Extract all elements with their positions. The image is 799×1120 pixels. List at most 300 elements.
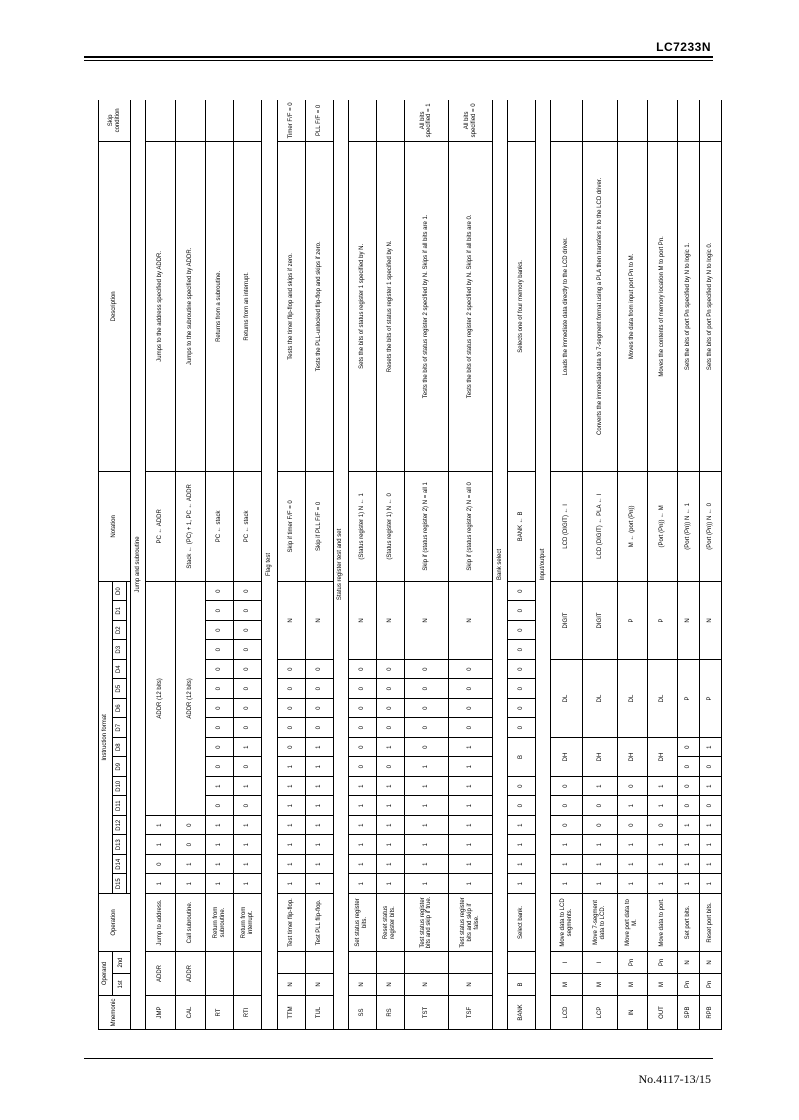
- bit-cell: 0: [508, 776, 536, 796]
- operand-2nd-cell: [508, 951, 536, 973]
- operand-2nd-cell: I: [551, 951, 583, 973]
- bit-cell: 0: [376, 679, 404, 699]
- mnemonic-cell: LCP: [583, 996, 617, 1030]
- header-bit: D5: [113, 679, 127, 699]
- operation-cell: Move data to port.: [647, 893, 677, 951]
- bit-cell: 1: [508, 854, 536, 874]
- operation-cell: Jump to address.: [146, 893, 176, 951]
- operation-cell: Reset port bits.: [699, 893, 721, 951]
- bit-cell: 1: [348, 835, 376, 855]
- instruction-table: [98, 100, 722, 1030]
- operand-1st-cell: Pn: [677, 974, 699, 996]
- bit-cell: 1: [449, 854, 493, 874]
- bit-cell: 0: [699, 796, 721, 816]
- bit-cell: 0: [348, 659, 376, 679]
- bit-cell: 0: [376, 757, 404, 777]
- description-cell: Selects one of four memory banks.: [508, 141, 536, 471]
- header-bit: D11: [113, 796, 127, 816]
- table-row: [617, 100, 647, 1030]
- bit-cell: 1: [583, 854, 617, 874]
- addr-field-cell: ADDR (12 bits): [176, 581, 206, 815]
- bit-cell: 1: [146, 815, 176, 835]
- bit-cell: 1: [348, 815, 376, 835]
- skip-cell: Timer F/F = 0: [277, 100, 305, 141]
- mnemonic-cell: LCD: [551, 996, 583, 1030]
- bit-cell: 1: [449, 796, 493, 816]
- operation-cell: Select bank.: [508, 893, 536, 951]
- bit-cell: 1: [449, 815, 493, 835]
- bit-cell: 1: [277, 776, 305, 796]
- bit-cell: 1: [376, 776, 404, 796]
- operation-cell: Return from subroutine.: [206, 893, 234, 951]
- bit-cell: 0: [277, 679, 305, 699]
- bit-cell: 1: [508, 874, 536, 894]
- bit-cell: 0: [508, 581, 536, 601]
- bit-cell: 1: [677, 854, 699, 874]
- bit-cell: 1: [305, 874, 333, 894]
- bit-cell: 1: [449, 737, 493, 757]
- bit-cell: 1: [376, 854, 404, 874]
- notation-cell: PC ← stack: [206, 471, 234, 581]
- bit-cell: 1: [404, 776, 448, 796]
- n-field-cell: N: [677, 581, 699, 659]
- bit-cell: 0: [206, 620, 234, 640]
- bit-cell: 1: [348, 874, 376, 894]
- rotated-table-container: [98, 100, 722, 1030]
- description-cell: Moves the contents of memory location M to port Pn.: [647, 141, 677, 471]
- header-description: Description: [99, 141, 131, 471]
- bit-cell: 1: [277, 874, 305, 894]
- bit-cell: 0: [206, 796, 234, 816]
- bit-cell: 1: [449, 835, 493, 855]
- bit-cell: 1: [617, 835, 647, 855]
- skip-cell: All bits specified = 0: [449, 100, 493, 141]
- bit-cell: 1: [699, 776, 721, 796]
- mnemonic-cell: RPB: [699, 996, 721, 1030]
- dh-field-cell: DH: [647, 737, 677, 776]
- skip-cell: [551, 100, 583, 141]
- operand-cell: ADDR: [176, 951, 206, 995]
- section-flag: Flag test: [262, 100, 277, 1030]
- bit-cell: 0: [206, 581, 234, 601]
- bit-cell: 0: [617, 815, 647, 835]
- bit-cell: 1: [234, 776, 262, 796]
- skip-cell: [617, 100, 647, 141]
- mnemonic-cell: BANK: [508, 996, 536, 1030]
- bit-cell: 1: [617, 796, 647, 816]
- operand-1st-cell: M: [551, 974, 583, 996]
- n-field-cell: N: [376, 581, 404, 659]
- bit-cell: 0: [348, 757, 376, 777]
- n-field-cell: N: [348, 581, 376, 659]
- mnemonic-cell: RS: [376, 996, 404, 1030]
- bit-cell: 0: [206, 640, 234, 660]
- description-cell: Tests the bits of status register 2 specified by N. Skips if all bits are 0.: [449, 141, 493, 471]
- table-row: [206, 100, 234, 1030]
- skip-cell: PLL F/F = 0: [305, 100, 333, 141]
- operand-1st-cell: N: [348, 974, 376, 996]
- bit-cell: 1: [176, 874, 206, 894]
- bit-cell: 1: [206, 874, 234, 894]
- n-field-cell: N: [449, 581, 493, 659]
- bit-cell: 1: [305, 815, 333, 835]
- bit-cell: 0: [699, 757, 721, 777]
- header-bit: D13: [113, 835, 127, 855]
- table-row: [234, 100, 262, 1030]
- bit-cell: 0: [583, 815, 617, 835]
- table-row: [176, 100, 206, 1030]
- bit-cell: 1: [206, 815, 234, 835]
- bit-cell: 0: [206, 737, 234, 757]
- description-cell: Returns from a subroutine.: [206, 141, 234, 471]
- notation-cell: PC ← ADDR: [146, 471, 176, 581]
- skip-cell: [348, 100, 376, 141]
- mnemonic-cell: RTI: [234, 996, 262, 1030]
- bit-cell: 1: [234, 737, 262, 757]
- header-operand-1st: 1st: [113, 974, 131, 996]
- bit-cell: 1: [677, 874, 699, 894]
- bit-cell: 0: [449, 718, 493, 738]
- n-field-cell: N: [699, 581, 721, 659]
- header-bit: D9: [113, 757, 127, 777]
- operand-2nd-cell: [449, 951, 493, 973]
- bit-cell: 1: [305, 796, 333, 816]
- operation-cell: Test status register bits and skip if false.: [449, 893, 493, 951]
- header-bit: D10: [113, 776, 127, 796]
- description-cell: Loads the immediate data directly to the LCD driver.: [551, 141, 583, 471]
- bit-cell: 0: [508, 718, 536, 738]
- bit-cell: 1: [404, 854, 448, 874]
- bit-cell: 0: [234, 581, 262, 601]
- bit-cell: 1: [277, 854, 305, 874]
- n-field-cell: N: [305, 581, 333, 659]
- operand-2nd-cell: N: [677, 951, 699, 973]
- dh-field-cell: DH: [617, 737, 647, 776]
- bit-cell: 0: [376, 659, 404, 679]
- header-mnemonic: Mnemonic: [99, 996, 131, 1030]
- operand-cell: [206, 951, 234, 995]
- bit-cell: 1: [449, 874, 493, 894]
- operand-1st-cell: N: [305, 974, 333, 996]
- table-row: [305, 100, 333, 1030]
- header-bit: D15: [113, 874, 127, 894]
- header-bit: D2: [113, 620, 127, 640]
- bit-cell: 0: [176, 835, 206, 855]
- operand-1st-cell: N: [404, 974, 448, 996]
- bit-cell: 0: [305, 659, 333, 679]
- operation-cell: Reset status register bits.: [376, 893, 404, 951]
- header-bit: D4: [113, 659, 127, 679]
- bit-cell: 1: [277, 835, 305, 855]
- section-jump: Jump and subroutine: [131, 100, 146, 1030]
- description-cell: Tests the PLL-unlocked flip-flop and skips if zero.: [305, 141, 333, 471]
- header-operand-2nd: 2nd: [113, 951, 131, 973]
- mnemonic-cell: TTM: [277, 996, 305, 1030]
- header-operation: Operation: [99, 893, 131, 951]
- bit-cell: 0: [508, 601, 536, 621]
- skip-cell: [206, 100, 234, 141]
- bit-cell: 1: [551, 854, 583, 874]
- header-bit: D7: [113, 718, 127, 738]
- bit-cell: 1: [305, 854, 333, 874]
- operand-2nd-cell: I: [583, 951, 617, 973]
- skip-cell: [234, 100, 262, 141]
- notation-cell: Skip if timer F/F = 0: [277, 471, 305, 581]
- notation-cell: (Port (Pn)) ← M: [647, 471, 677, 581]
- operation-cell: Move 7-segment data to LCD.: [583, 893, 617, 951]
- description-cell: Converts the immediate data to 7-segment format using a PLA then transfers it to the LCD driver.: [583, 141, 617, 471]
- header-bit: D1: [113, 601, 127, 621]
- table-row: [699, 100, 721, 1030]
- operand-2nd-cell: [305, 951, 333, 973]
- footer-rule: [84, 1058, 713, 1059]
- bit-cell: 0: [305, 718, 333, 738]
- operation-cell: Test status register bits and skip if true.: [404, 893, 448, 951]
- bit-cell: 1: [348, 854, 376, 874]
- bit-cell: 1: [277, 815, 305, 835]
- bit-cell: 0: [508, 640, 536, 660]
- skip-cell: All bits specified = 1: [404, 100, 448, 141]
- header-notation: Notation: [99, 471, 131, 581]
- operand-2nd-cell: Pn: [647, 951, 677, 973]
- bit-cell: 0: [348, 679, 376, 699]
- digit-field-cell: DIGIT: [583, 581, 617, 659]
- skip-cell: [176, 100, 206, 141]
- dl-field-cell: DL: [583, 659, 617, 737]
- notation-cell: Skip if PLL F/F = 0: [305, 471, 333, 581]
- skip-cell: [376, 100, 404, 141]
- bit-cell: 0: [234, 718, 262, 738]
- operand-2nd-cell: [277, 951, 305, 973]
- header-bit: D0: [113, 581, 127, 601]
- description-cell: Resets the bits of status register 1 specified by N.: [376, 141, 404, 471]
- bit-cell: 0: [677, 776, 699, 796]
- bit-cell: 1: [404, 815, 448, 835]
- header-rule: [84, 56, 713, 58]
- description-cell: Sets the bits of port Pn specified by N to logic 1.: [677, 141, 699, 471]
- header-operand: Operand: [99, 951, 113, 995]
- table-row: [677, 100, 699, 1030]
- dh-field-cell: DH: [551, 737, 583, 776]
- bit-cell: 1: [617, 854, 647, 874]
- notation-cell: LCD (DIGIT) ← I: [551, 471, 583, 581]
- bit-cell: 1: [376, 737, 404, 757]
- section-status: Status register test and set: [333, 100, 348, 1030]
- table-row: [583, 100, 617, 1030]
- operation-cell: Move data to LCD segments.: [551, 893, 583, 951]
- bit-cell: 0: [234, 659, 262, 679]
- n-field-cell: N: [404, 581, 448, 659]
- notation-cell: (Port (Pn)) N ← 0: [699, 471, 721, 581]
- bit-cell: 1: [206, 835, 234, 855]
- instruction-table-frame: [98, 100, 722, 1030]
- bit-cell: 0: [404, 698, 448, 718]
- operation-cell: Test PLL flip-flop.: [305, 893, 333, 951]
- description-cell: Sets the bits of status register 1 specified by N.: [348, 141, 376, 471]
- header-skip-condition: Skip condition: [99, 100, 131, 141]
- bit-cell: 1: [277, 757, 305, 777]
- bit-cell: 1: [677, 815, 699, 835]
- bit-cell: 1: [699, 854, 721, 874]
- operand-2nd-cell: [348, 951, 376, 973]
- bit-cell: 1: [583, 776, 617, 796]
- operation-cell: Call subroutine.: [176, 893, 206, 951]
- bit-cell: 0: [376, 718, 404, 738]
- header-bit: D12: [113, 815, 127, 835]
- bit-cell: 0: [677, 757, 699, 777]
- skip-cell: [677, 100, 699, 141]
- bit-cell: 1: [699, 874, 721, 894]
- bit-cell: 0: [234, 757, 262, 777]
- mnemonic-cell: OUT: [647, 996, 677, 1030]
- notation-cell: (Port (Pn)) N ← 1: [677, 471, 699, 581]
- bit-cell: 0: [206, 679, 234, 699]
- table-row: [277, 100, 305, 1030]
- bit-cell: 1: [234, 835, 262, 855]
- table-row: [449, 100, 493, 1030]
- mnemonic-cell: IN: [617, 996, 647, 1030]
- operand-1st-cell: N: [277, 974, 305, 996]
- operation-cell: Set port bits.: [677, 893, 699, 951]
- bit-cell: 1: [583, 835, 617, 855]
- operation-cell: Set status register bits.: [348, 893, 376, 951]
- p-field-cell: P: [677, 659, 699, 737]
- bit-cell: 1: [508, 835, 536, 855]
- bit-cell: 0: [234, 698, 262, 718]
- description-cell: Moves the data from input port Pn to M.: [617, 141, 647, 471]
- skip-cell: [508, 100, 536, 141]
- skip-cell: [146, 100, 176, 141]
- bit-cell: 0: [449, 698, 493, 718]
- operand-1st-cell: M: [583, 974, 617, 996]
- bit-cell: 1: [404, 796, 448, 816]
- bit-cell: 0: [376, 698, 404, 718]
- bank-field-cell: B: [508, 737, 536, 776]
- operand-cell: [234, 951, 262, 995]
- bit-cell: 1: [404, 757, 448, 777]
- bit-cell: 0: [449, 679, 493, 699]
- bit-cell: 1: [348, 796, 376, 816]
- skip-cell: [699, 100, 721, 141]
- bit-cell: 1: [376, 796, 404, 816]
- bit-cell: 0: [508, 796, 536, 816]
- bit-cell: 0: [206, 757, 234, 777]
- section-bank: Bank select: [493, 100, 508, 1030]
- bit-cell: 0: [234, 640, 262, 660]
- operand-2nd-cell: [376, 951, 404, 973]
- operand-2nd-cell: [404, 951, 448, 973]
- digit-field-cell: DIGIT: [551, 581, 583, 659]
- table-row: [508, 100, 536, 1030]
- description-cell: Sets the bits of port Pn specified by N to logic 0.: [699, 141, 721, 471]
- bit-cell: 1: [508, 815, 536, 835]
- bit-cell: 0: [176, 815, 206, 835]
- bit-cell: 0: [647, 815, 677, 835]
- bit-cell: 1: [404, 874, 448, 894]
- bit-cell: 0: [348, 737, 376, 757]
- bit-cell: 0: [305, 679, 333, 699]
- bit-cell: 0: [206, 698, 234, 718]
- bit-cell: 0: [305, 698, 333, 718]
- bit-cell: 1: [699, 737, 721, 757]
- bit-cell: 1: [647, 854, 677, 874]
- addr-field-cell: ADDR (12 bits): [146, 581, 176, 815]
- bit-cell: 1: [647, 796, 677, 816]
- table-row: [647, 100, 677, 1030]
- bit-cell: 0: [508, 620, 536, 640]
- dl-field-cell: DL: [647, 659, 677, 737]
- description-cell: Returns from an interrupt.: [234, 141, 262, 471]
- bit-cell: 0: [277, 737, 305, 757]
- header-bit: D14: [113, 854, 127, 874]
- description-cell: Jumps to the subroutine specified by ADDR.: [176, 141, 206, 471]
- header-bit: D3: [113, 640, 127, 660]
- notation-cell: Stack ← (PC) + 1, PC ← ADDR: [176, 471, 206, 581]
- notation-cell: (Status register 1) N ← 1: [348, 471, 376, 581]
- bit-cell: 0: [677, 737, 699, 757]
- bit-cell: 1: [404, 835, 448, 855]
- p-field-cell: P: [699, 659, 721, 737]
- section-io: Input/output: [536, 100, 551, 1030]
- bit-cell: 1: [305, 835, 333, 855]
- bit-cell: 0: [617, 776, 647, 796]
- dh-field-cell: DH: [583, 737, 617, 776]
- operand-1st-cell: N: [376, 974, 404, 996]
- description-cell: Tests the timer flip-flop and skips if zero.: [277, 141, 305, 471]
- bit-cell: 0: [508, 679, 536, 699]
- bit-cell: 1: [699, 835, 721, 855]
- operation-cell: Move port data to M.: [617, 893, 647, 951]
- bit-cell: 1: [647, 776, 677, 796]
- description-cell: Jumps to the address specified by ADDR.: [146, 141, 176, 471]
- bit-cell: 0: [677, 796, 699, 816]
- bit-cell: 0: [508, 698, 536, 718]
- header-instruction-format: Instruction format: [99, 581, 113, 893]
- notation-cell: Skip if (status register 2) N = all 1: [404, 471, 448, 581]
- bit-cell: 1: [647, 874, 677, 894]
- mnemonic-cell: SPB: [677, 996, 699, 1030]
- bit-cell: 1: [677, 835, 699, 855]
- bit-cell: 0: [277, 718, 305, 738]
- bit-cell: 0: [348, 698, 376, 718]
- bit-cell: 1: [647, 835, 677, 855]
- mnemonic-cell: TST: [404, 996, 448, 1030]
- skip-cell: [647, 100, 677, 141]
- bit-cell: 1: [206, 854, 234, 874]
- header-bit: D6: [113, 698, 127, 718]
- bit-cell: 0: [551, 776, 583, 796]
- bit-cell: 0: [404, 718, 448, 738]
- table-row: [551, 100, 583, 1030]
- bit-cell: 1: [376, 835, 404, 855]
- bit-cell: 0: [449, 659, 493, 679]
- operand-1st-cell: M: [647, 974, 677, 996]
- bit-cell: 1: [348, 776, 376, 796]
- operand-cell: ADDR: [146, 951, 176, 995]
- bit-cell: 1: [146, 874, 176, 894]
- bit-cell: 1: [234, 854, 262, 874]
- header-rule-thin: [84, 60, 713, 61]
- bit-cell: 1: [146, 835, 176, 855]
- port-field-cell: P: [617, 581, 647, 659]
- bit-cell: 0: [583, 796, 617, 816]
- table-row: [348, 100, 376, 1030]
- bit-cell: 1: [234, 815, 262, 835]
- bit-cell: 1: [551, 835, 583, 855]
- mnemonic-cell: JMP: [146, 996, 176, 1030]
- bit-cell: 1: [277, 796, 305, 816]
- bit-cell: 1: [449, 776, 493, 796]
